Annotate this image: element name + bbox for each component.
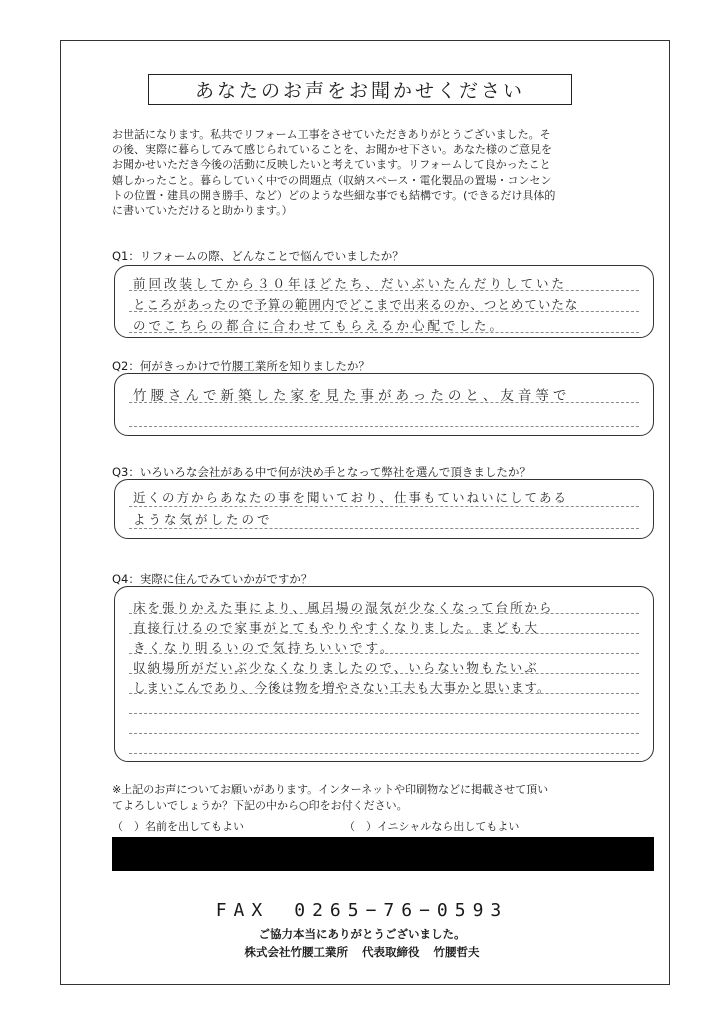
thank-you-message: ご協力本当にありがとうございました。 xyxy=(258,927,466,941)
company-role: 代表取締役 xyxy=(362,945,420,959)
answer-ruled-line xyxy=(129,426,639,427)
handwritten-answer-line: 床を張りかえた事により、風呂場の湿気が少なくなって台所から xyxy=(133,600,554,615)
question-4-label: Q4：実際に住んでみていかがですか？ xyxy=(112,572,313,586)
note-line: ※上記のお声についてお願いがあります。インターネットや印刷物などに掲載させて頂い xyxy=(112,783,549,796)
intro-line: の後、実際に暮らしてみて感じられていることを、お聞かせ下さい。あなた様のご意見を xyxy=(112,143,552,157)
answer-ruled-line xyxy=(129,713,639,714)
handwritten-answer-line: のでこちらの都合に合わせてもらえるか心配でした。 xyxy=(133,318,506,333)
question-2-label: Q2：何がきっかけで竹腰工業所を知りましたか？ xyxy=(112,359,370,373)
redacted-signature-area xyxy=(112,837,654,871)
question-4-answer-box xyxy=(114,586,654,762)
handwritten-answer-line: しまいこんであり、今後は物を増やさない工夫も大事かと思います。 xyxy=(133,680,551,695)
choice-initials-ok[interactable]: （ ）イニシャルなら出してもよい xyxy=(344,820,520,833)
publication-consent-note xyxy=(112,782,660,814)
answer-ruled-line xyxy=(129,528,639,529)
intro-line: お聞かせいただき今後の活動に反映したいと考えています。リフォームして良かったこと xyxy=(112,158,551,172)
handwritten-answer-line: きくなり明るいので気持ちいいです。 xyxy=(133,640,396,655)
question-3-label: Q3：いろいろな会社がある中で何が決め手となって弊社を選んで頂きましたか？ xyxy=(112,465,531,479)
answer-ruled-line xyxy=(129,733,639,734)
note-line: てよろしいでしょうか？下記の中から○印をお付ください。 xyxy=(112,799,408,812)
company-signature xyxy=(0,944,724,960)
answer-ruled-line xyxy=(129,753,639,754)
handwritten-answer-line: ところがあったので予算の範囲内でどこまで出来るのか、つとめていたな xyxy=(133,297,579,312)
intro-line: 嬉しかったこと。暮らしていく中での問題点（収納スペース・電化製品の置場・コンセン xyxy=(112,173,552,187)
choice-name-ok[interactable]: （ ）名前を出してもよい xyxy=(112,820,244,833)
intro-paragraph xyxy=(112,127,660,218)
answer-ruled-line xyxy=(129,506,639,507)
title-box xyxy=(148,74,572,105)
handwritten-answer-line: 近くの方からあなたの事を聞いており、仕事もていねいにしてある xyxy=(133,490,569,505)
handwritten-answer-line: ような気がしたので xyxy=(133,512,273,527)
intro-line: お世話になります。私共でリフォーム工事をさせていただきありがとうございました。そ xyxy=(112,128,551,141)
handwritten-answer-line: 前回改装してから３０年ほどたち、だいぶいたんだりしていた xyxy=(133,276,568,291)
intro-line: に書いていただけると助かります。） xyxy=(112,204,293,218)
question-3-answer-box xyxy=(114,479,654,539)
company-person: 竹腰哲夫 xyxy=(433,945,480,959)
handwritten-answer-line: 収納場所がだいぶ少なくなりましたので、いらない物もたいぶ xyxy=(133,660,539,675)
handwritten-answer-line: 直接行けるので家事がとてもやりやすくなりました。まども大 xyxy=(133,620,540,635)
page-title: あなたのお声をお聞かせください xyxy=(194,80,525,102)
fax-number: FAX 0265−76−0593 xyxy=(215,900,509,921)
intro-line: トの位置・建具の開き勝手、など）どのような些細な事でも結構です。(できるだけ具体的 xyxy=(112,188,556,202)
question-1-label: Q1：リフォームの際、どんなことで悩んでいましたか？ xyxy=(112,249,404,263)
handwritten-answer-line: 竹腰さんで新築した家を見た事があったのと、友音等で xyxy=(133,388,571,404)
question-1-answer-box xyxy=(114,265,654,338)
company-name: 株式会社竹腰工業所 xyxy=(244,945,348,959)
question-2-answer-box xyxy=(114,373,654,436)
